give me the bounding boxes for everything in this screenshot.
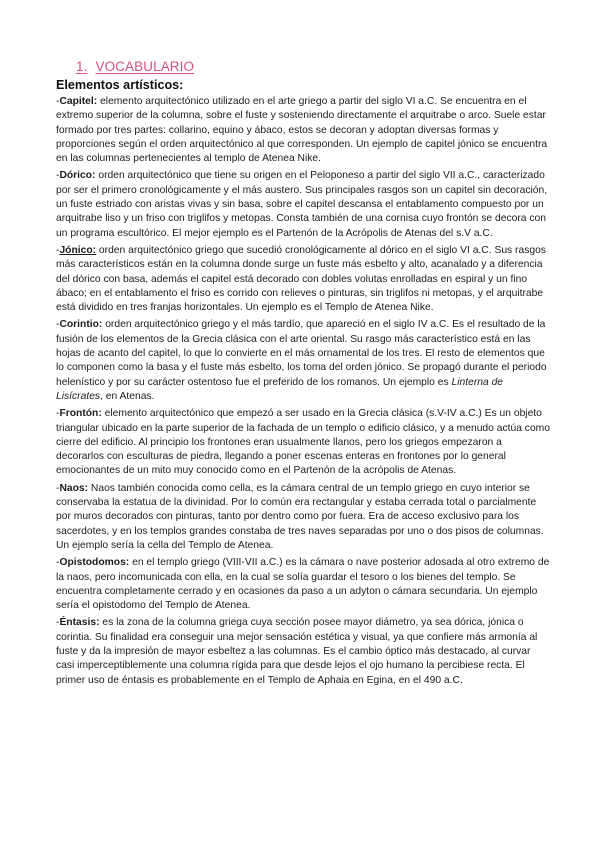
entry-term: Frontón: [59, 408, 102, 420]
entry-prefix: - [56, 319, 60, 331]
entry-text: elemento arquitectónico que empezó a ser usado en la Grecia clásica (s.V-IV a.C.) Es un objeto triangular ubicado en la parte superior de la fachada de un templo o edificio clásico, y a menudo actúa como cierre del edificio. Al principio los frontones eran usualmente llanos, pero los griegos empezaron a decorarlos con esculturas de piedra, llegando a poner escenas enteras en frontones por lo general emocionantes de un mito muy conocido como en el Partenón de la acrópolis de Atenas. [56, 408, 550, 477]
entry-term: Corintio: [59, 319, 103, 331]
entry-term: Opistodomos: [59, 557, 130, 569]
glossary-list [56, 95, 551, 691]
entry-dorico [56, 169, 551, 240]
entry-text: orden arquitectónico griego que sucedió cronológicamente al dórico en el siglo VI a.C. Sus rasgos más característicos están en la columna donde surge un fuste más esbelto y alto, acanalado y a diferencia del dórico con basa, además el capitel está decorado con dobles volutas enrolladas en espiral y un fino ábaco; en el entablamento el friso es corrido con relieves o pinturas, sin triglifos ni metopas, y el arquitrabe está dividido en tres franjas horizontales. Un ejemplo es el Templo de Atenea Nike. [56, 244, 546, 314]
entry-prefix: - [56, 557, 60, 569]
entry-text: elemento arquitectónico utilizado en el arte griego a partir del siglo VI a.C. Se encuentra en el extremo superior de la columna, sobre el fuste y sosteniendo directamente el arquitrabe o arco. Suele estar formado por tres partes: collarino, equino y ábaco, estos se decoran y adoptan diversas formas y proporciones según el orden arquitectónico al que corresponden. Un ejemplo de capitel jónico se encuentra en las columnas pertenecientes al templo de Atenea Nike. [56, 96, 548, 165]
entry-prefix: - [56, 96, 60, 107]
entry-term: Dórico: [59, 170, 96, 182]
entry-text: orden arquitectónico griego y el más tardío, que apareció en el siglo IV a.C. Es el resultado de la fusión de los elementos de la Grecia clásica con el arte oriental. Su rasgo más característico está en las hojas de acanto del capitel, lo que lo convierte en el más ornamental de los tres. El resto de elementos que lo componen como la basa y el fuste más esbelto, los toma del orden jónico. Se propagó durante el periodo helenístico y por su carácter ostentoso fue el preferido de los romanos. Un ejemplo es [56, 319, 547, 388]
entry-term: Éntasis: [59, 617, 100, 629]
entry-term: Jónico: [59, 244, 97, 256]
entry-tail: , en Atenas. [100, 390, 155, 402]
entry-prefix: - [56, 170, 60, 182]
entry-prefix: - [56, 244, 60, 256]
entry-fronton [56, 407, 551, 478]
entry-naos [56, 482, 551, 553]
section-title: VOCABULARIO [95, 59, 195, 74]
entry-term: Naos: [59, 482, 89, 494]
subsection-title: Elementos artísticos: [56, 78, 184, 92]
entry-corintio [56, 318, 551, 404]
entry-text: en el templo griego (VIII-VII a.C.) es la cámara o nave posterior adosada al otro extremo de la naos, pero incomunicada con ella, en la cual se solía guardar el tesoro o los bienes del templo. Se encuentra completamente cerrado y en ocasiones da paso a un adyton o cámara secundaria. Un ejemplo sería el opistodomo del Templo de Atenea. [56, 557, 550, 612]
entry-prefix: - [56, 617, 60, 629]
entry-entasis [56, 616, 551, 687]
entry-opistodomos [56, 556, 551, 613]
section-number: 1. [76, 59, 88, 74]
entry-capitel [56, 95, 551, 166]
entry-text: orden arquitectónico que tiene su origen en el Peloponeso a partir del siglo VII a.C., caracterizado por ser el primero cronológicamente y el más austero. Sus principales rasgos son un capitel sin decoración, un fuste estriado con aristas vivas y sin basa, sobre el capitel descansa el entablamento compuesto por un arquitrabe liso y un friso con triglifos y metopas. Consta también de una cornisa cuyo frontón se decora con un programa escultórico. El mejor ejemplo es el Partenón de la Acrópolis de Atenas del s.V a.C. [56, 170, 548, 239]
entry-term: Capitel: [59, 96, 98, 107]
entry-text: es la zona de la columna griega cuya sección posee mayor diámetro, ya sea dórica, jónica o corintia. Su finalidad era conseguir una mejor sensación estética y visual, ya que confiere más armonía al fuste y da la impresión de mayor esbeltez a las columnas. Es el cambio óptico más destacado, al curvar casi imperceptiblemente una columna rígida para que desde lejos el ojo humano la percibiese recta. El primer uso de éntasis es probablemente en el Templo de Aphaia en Egina, en el 490 a.C. [56, 617, 538, 686]
section-heading [76, 59, 194, 74]
entry-prefix: - [56, 482, 60, 494]
entry-italic: Linterna de Lisícrates [56, 376, 504, 402]
entry-jonico [56, 244, 551, 315]
entry-text: Naos también conocida como cella, es la cámara central de un templo griego en cuyo interior se conservaba la estatua de la divinidad. Por lo común era rectangular y estaba cerrada total o parcialmente por muros decorados con pinturas, tanto por dentro como por fuera. Era de acceso exclusivo para los sacerdotes, y en los templos grandes constaba de tres naves separadas por uno o dos pisos de columnas. Un ejemplo sería la cella del Templo de Atenea. [56, 482, 544, 551]
entry-prefix: - [56, 408, 60, 420]
